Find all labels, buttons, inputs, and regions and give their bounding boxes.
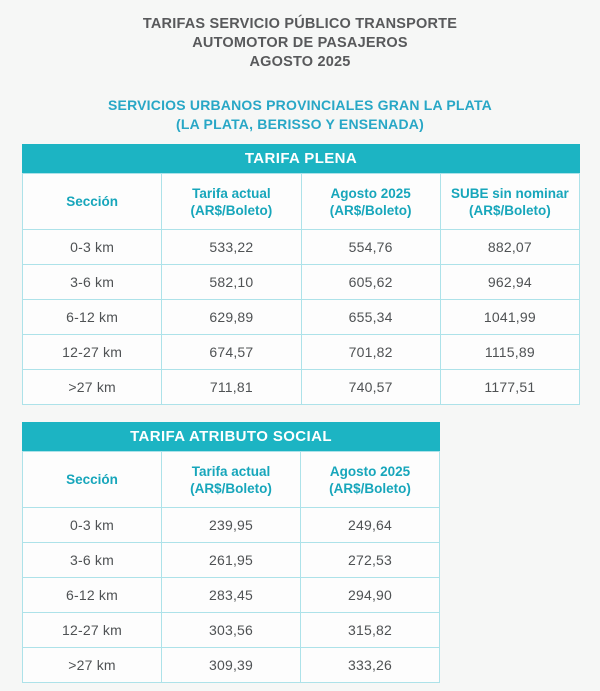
column-header-agosto-2025 [301, 174, 440, 230]
cell-seccion: 3-6 km [23, 543, 162, 578]
page-subtitle [0, 96, 600, 134]
cell-seccion: >27 km [23, 648, 162, 683]
cell-seccion: 0-3 km [23, 508, 162, 543]
cell-seccion: 3-6 km [23, 265, 162, 300]
cell-sube-sin-nominar: 1115,89 [440, 335, 579, 370]
cell-seccion: 12-27 km [23, 335, 162, 370]
tarifa-atributo-social-banner: TARIFA ATRIBUTO SOCIAL [22, 422, 440, 451]
table-row [23, 508, 440, 543]
cell-agosto-2025: 655,34 [301, 300, 440, 335]
cell-agosto-2025: 315,82 [301, 613, 440, 648]
cell-sube-sin-nominar: 882,07 [440, 230, 579, 265]
cell-agosto-2025: 333,26 [301, 648, 440, 683]
table-row [23, 648, 440, 683]
page-title-line-3: AGOSTO 2025 [249, 54, 351, 70]
cell-sube-sin-nominar: 1177,51 [440, 370, 579, 405]
cell-tarifa-actual: 309,39 [162, 648, 301, 683]
tarifa-plena-table [22, 144, 580, 405]
table-row [23, 578, 440, 613]
cell-tarifa-actual: 239,95 [162, 508, 301, 543]
cell-tarifa-actual: 533,22 [162, 230, 301, 265]
cell-agosto-2025: 272,53 [301, 543, 440, 578]
cell-agosto-2025: 740,57 [301, 370, 440, 405]
header-row [23, 174, 580, 230]
cell-seccion: 6-12 km [23, 578, 162, 613]
cell-tarifa-actual: 261,95 [162, 543, 301, 578]
column-header-unit: (AR$/Boleto) [329, 202, 412, 218]
column-header-label: Sección [66, 472, 118, 487]
tarifa-plena-banner: TARIFA PLENA [22, 144, 580, 173]
table-row [23, 265, 580, 300]
column-header-tarifa-actual [162, 174, 301, 230]
cell-sube-sin-nominar: 1041,99 [440, 300, 579, 335]
column-header-unit: (AR$/Boleto) [329, 480, 411, 496]
column-header-label: SUBE sin nominar [450, 185, 569, 201]
column-header-unit: (AR$/Boleto) [469, 202, 551, 218]
table-row [23, 613, 440, 648]
header-row [23, 452, 440, 508]
page-title [0, 0, 600, 72]
cell-agosto-2025: 249,64 [301, 508, 440, 543]
column-header-label: Tarifa actual [192, 185, 271, 201]
table-row [23, 230, 580, 265]
column-header-label: Tarifa actual [191, 463, 271, 479]
table-row [23, 300, 580, 335]
column-header-sube-sin-nominar [440, 174, 579, 230]
cell-sube-sin-nominar: 962,94 [440, 265, 579, 300]
column-header-seccion [23, 452, 162, 508]
cell-agosto-2025: 554,76 [301, 230, 440, 265]
page-subtitle-line-2: (LA PLATA, BERISSO Y ENSENADA) [176, 116, 424, 132]
table-row [23, 370, 580, 405]
cell-tarifa-actual: 303,56 [162, 613, 301, 648]
page-title-line-2: AUTOMOTOR DE PASAJEROS [192, 35, 408, 51]
tarifa-atributo-social-grid [22, 451, 440, 683]
tarifa-atributo-social-table [22, 422, 440, 683]
cell-seccion: >27 km [23, 370, 162, 405]
cell-agosto-2025: 701,82 [301, 335, 440, 370]
table-row [23, 543, 440, 578]
column-header-label: Sección [66, 194, 119, 209]
cell-tarifa-actual: 629,89 [162, 300, 301, 335]
tarifa-plena-grid [22, 173, 580, 405]
cell-tarifa-actual: 674,57 [162, 335, 301, 370]
cell-tarifa-actual: 582,10 [162, 265, 301, 300]
cell-seccion: 6-12 km [23, 300, 162, 335]
column-header-label: Agosto 2025 [329, 463, 411, 479]
column-header-agosto-2025 [301, 452, 440, 508]
cell-tarifa-actual: 711,81 [162, 370, 301, 405]
column-header-unit: (AR$/Boleto) [190, 202, 273, 218]
column-header-seccion [23, 174, 162, 230]
page-subtitle-line-1: SERVICIOS URBANOS PROVINCIALES GRAN LA PLATA [108, 97, 492, 113]
cell-agosto-2025: 605,62 [301, 265, 440, 300]
column-header-tarifa-actual [162, 452, 301, 508]
column-header-label: Agosto 2025 [330, 185, 411, 201]
cell-tarifa-actual: 283,45 [162, 578, 301, 613]
cell-seccion: 0-3 km [23, 230, 162, 265]
page-title-line-1: TARIFAS SERVICIO PÚBLICO TRANSPORTE [142, 16, 458, 32]
cell-seccion: 12-27 km [23, 613, 162, 648]
table-row [23, 335, 580, 370]
column-header-unit: (AR$/Boleto) [190, 480, 272, 496]
cell-agosto-2025: 294,90 [301, 578, 440, 613]
